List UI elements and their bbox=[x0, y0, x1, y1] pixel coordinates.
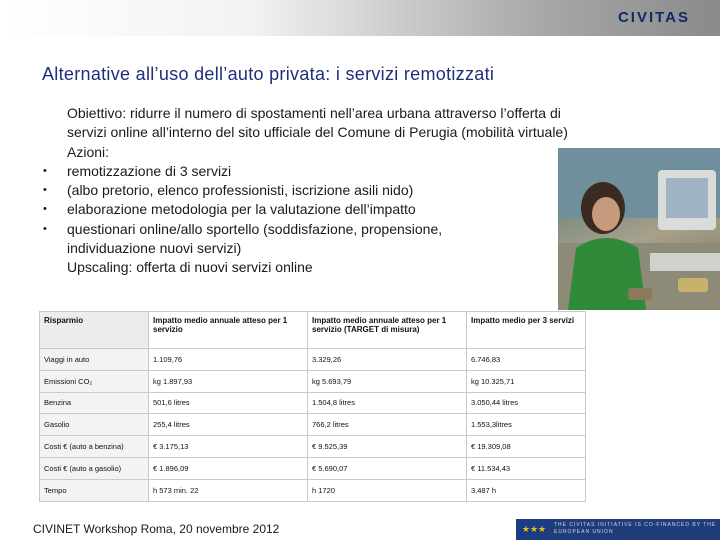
civitas-logo: CIVITAS bbox=[617, 9, 690, 26]
footer-event-text: CIVINET Workshop Roma, 20 novembre 2012 bbox=[33, 522, 280, 536]
table-cell: Costi € (auto a gasolio) bbox=[40, 457, 149, 479]
header-band bbox=[0, 0, 720, 36]
table-cell: Benzina bbox=[40, 392, 149, 414]
bullet-icon: • bbox=[43, 222, 47, 235]
table-cell: Viaggi in auto bbox=[40, 349, 149, 371]
body-line-text: Obiettivo: ridurre il numero di spostamenti nell’area urbana attraverso l’offerta di bbox=[67, 105, 561, 121]
bullet-icon: • bbox=[43, 203, 47, 216]
table-cell: kg 1.897,93 bbox=[149, 370, 308, 392]
body-line-text: individuazione nuovi servizi) bbox=[67, 240, 242, 257]
table-cell: h 573 min. 22 bbox=[149, 479, 308, 501]
table-cell: 1.504,8 litres bbox=[308, 392, 467, 414]
body-line-text: servizi online all’interno del sito ufficiale del Comune di Perugia (mobilità virtuale) bbox=[67, 124, 568, 141]
table-cell: 3.050,44 litres bbox=[467, 392, 586, 414]
table-cell: kg 10.325,71 bbox=[467, 370, 586, 392]
body-line-text: Upscaling: offerta di nuovi servizi online bbox=[67, 259, 313, 276]
table-cell: Emissioni CO₂ bbox=[40, 370, 149, 392]
table-header-cell: Impatto medio annuale atteso per 1 servizio (TARGET di misura) bbox=[308, 312, 467, 349]
table-cell: Tempo bbox=[40, 479, 149, 501]
body-line-text: elaborazione metodologia per la valutazione dell’impatto bbox=[67, 201, 416, 218]
table-cell: 766,2 litres bbox=[308, 414, 467, 436]
table-header-cell: Impatto medio annuale atteso per 1 servizio bbox=[149, 312, 308, 349]
table-row bbox=[40, 349, 586, 371]
table-cell: € 9.525,39 bbox=[308, 436, 467, 458]
table-row bbox=[40, 479, 586, 501]
table-cell: € 5.690,07 bbox=[308, 457, 467, 479]
table-cell: 501,6 litres bbox=[149, 392, 308, 414]
table-cell: € 3.175,13 bbox=[149, 436, 308, 458]
table-row bbox=[40, 370, 586, 392]
table-cell: € 1.896,09 bbox=[149, 457, 308, 479]
bullet-icon: • bbox=[43, 164, 47, 177]
body-line-text: Azioni: bbox=[67, 143, 110, 160]
table-cell: kg 5.693,79 bbox=[308, 370, 467, 392]
table-row bbox=[40, 457, 586, 479]
body-line bbox=[43, 104, 663, 123]
eu-cofinance-note: THE CIVITAS INITIATIVE IS CO-FINANCED BY THE EUROPEAN UNION bbox=[554, 522, 717, 535]
table-cell: 255,4 litres bbox=[149, 414, 308, 436]
table-header-row bbox=[40, 312, 586, 349]
table-row bbox=[40, 414, 586, 436]
slide-title: Alternative all’uso dell’auto privata: i servizi remotizzati bbox=[42, 64, 495, 84]
table-cell: Costi € (auto a benzina) bbox=[40, 436, 149, 458]
table-header-cell: Risparmio bbox=[40, 312, 149, 349]
table-row bbox=[40, 436, 586, 458]
body-line-text: (albo pretorio, elenco professionisti, iscrizione asili nido) bbox=[67, 182, 414, 199]
table-cell: 1.553,3litres bbox=[467, 414, 586, 436]
table-cell: Gasolio bbox=[40, 414, 149, 436]
table-cell: 1.109,76 bbox=[149, 349, 308, 371]
bullet-icon: • bbox=[43, 184, 47, 197]
table-cell: 3.329,26 bbox=[308, 349, 467, 371]
table-header-cell: Impatto medio per 3 servizi bbox=[467, 312, 586, 349]
body-line-text: remotizzazione di 3 servizi bbox=[67, 162, 232, 179]
table-cell: € 19.309,08 bbox=[467, 436, 586, 458]
body-line bbox=[43, 123, 663, 142]
table-cell: h 1720 bbox=[308, 479, 467, 501]
body-line-text: questionari online/allo sportello (soddisfazione, propensione, bbox=[67, 220, 443, 237]
savings-table bbox=[39, 311, 586, 502]
photo-illustration bbox=[558, 148, 720, 310]
table-cell: 6.746,83 bbox=[467, 349, 586, 371]
table-cell: 3.487 h bbox=[467, 479, 586, 501]
table-row bbox=[40, 392, 586, 414]
photo-woman-at-computer bbox=[558, 148, 720, 310]
table-cell: € 11.534,43 bbox=[467, 457, 586, 479]
eu-flag-icon: ★★★ bbox=[520, 522, 548, 537]
footer-eu-band bbox=[516, 519, 720, 540]
